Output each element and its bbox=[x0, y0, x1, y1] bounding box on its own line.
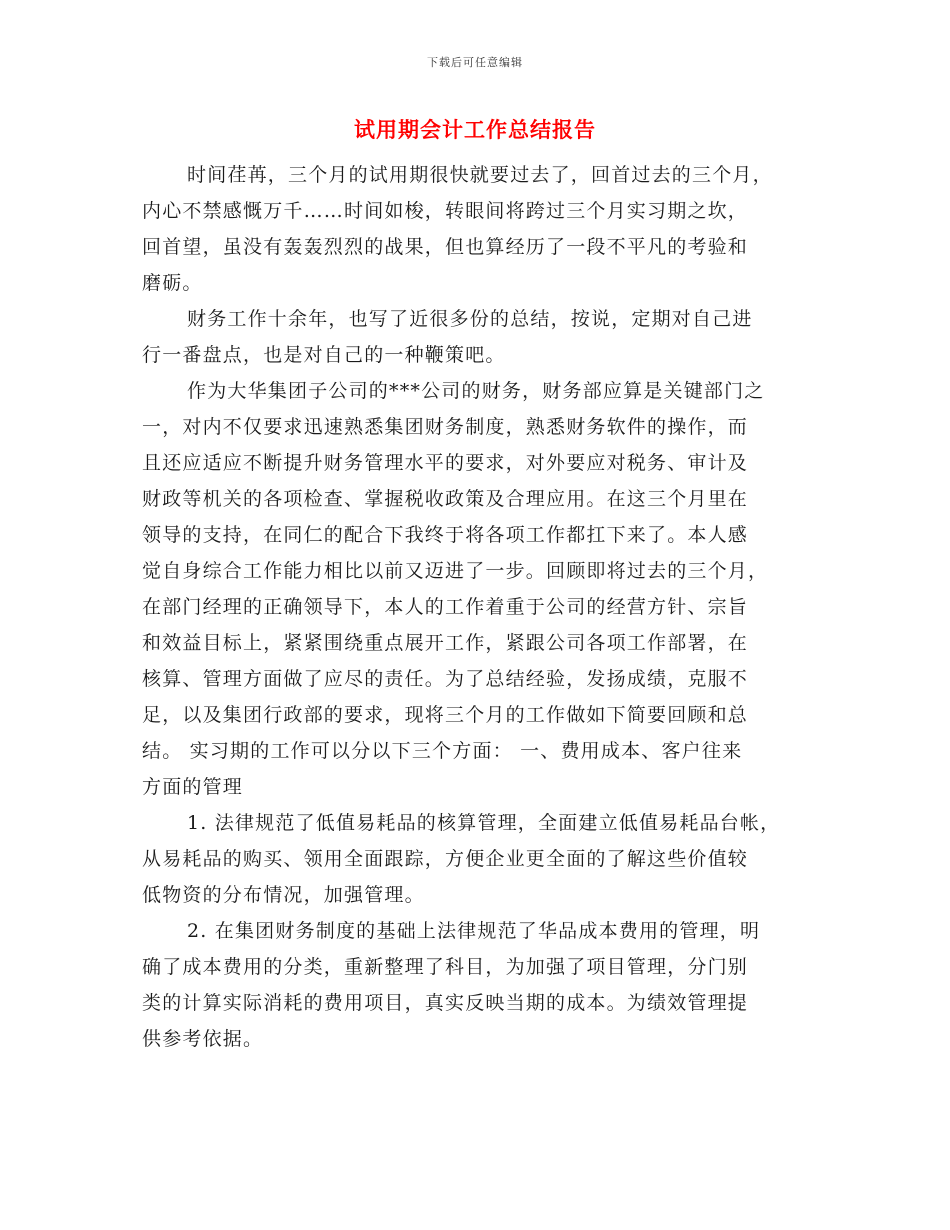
body-line: 回首望，虽没有轰轰烈烈的战果，但也算经历了一段不平凡的考验和 bbox=[142, 236, 749, 258]
body-line: 从易耗品的购买、领用全面跟踪，方便企业更全面的了解这些价值较 bbox=[142, 848, 749, 870]
body-line: 确了成本费用的分类，重新整理了科目，为加强了项目管理，分门别 bbox=[142, 956, 749, 978]
body-line: 且还应适应不断提升财务管理水平的要求，对外要应对税务、审计及 bbox=[142, 452, 749, 474]
body-line: 行一番盘点，也是对自己的一种鞭策吧。 bbox=[142, 344, 506, 366]
body-line: 领导的支持，在同仁的配合下我终于将各项工作都扛下来了。本人感 bbox=[142, 524, 749, 546]
document-title: 试用期会计工作总结报告 bbox=[354, 118, 596, 142]
body-line: 1. 法律规范了低值易耗品的核算管理，全面建立低值易耗品台帐， bbox=[187, 812, 781, 834]
body-line: 磨砺。 bbox=[142, 272, 203, 294]
body-line: 核算、管理方面做了应尽的责任。为了总结经验，发扬成绩，克服不 bbox=[142, 668, 749, 690]
body-line: 方面的管理 bbox=[142, 776, 244, 798]
body-line: 作为大华集团子公司的***公司的财务，财务部应算是关键部门之 bbox=[187, 380, 765, 402]
body-line: 在部门经理的正确领导下，本人的工作着重于公司的经营方针、宗旨 bbox=[142, 596, 749, 618]
download-editable-note: 下载后可任意编辑 bbox=[427, 56, 523, 69]
document-body bbox=[142, 157, 810, 1057]
body-line: 类的计算实际消耗的费用项目，真实反映当期的成本。为绩效管理提 bbox=[142, 992, 749, 1014]
body-line: 时间荏苒，三个月的试用期很快就要过去了，回首过去的三个月， bbox=[187, 164, 773, 186]
body-line: 和效益目标上，紧紧围绕重点展开工作，紧跟公司各项工作部署，在 bbox=[142, 632, 749, 654]
body-line: 财政等机关的各项检查、掌握税收政策及合理应用。在这三个月里在 bbox=[142, 488, 749, 510]
body-line: 一，对内不仅要求迅速熟悉集团财务制度，熟悉财务软件的操作，而 bbox=[142, 416, 749, 438]
body-line: 内心不禁感慨万千……时间如梭，转眼间将跨过三个月实习期之坎， bbox=[142, 200, 749, 222]
body-line: 结。 实习期的工作可以分以下三个方面： 一、费用成本、客户往来 bbox=[142, 740, 743, 762]
body-line: 足，以及集团行政部的要求，现将三个月的工作做如下简要回顾和总 bbox=[142, 704, 749, 726]
body-line: 低物资的分布情况，加强管理。 bbox=[142, 884, 425, 906]
body-line: 财务工作十余年，也写了近很多份的总结，按说，定期对自己进 bbox=[187, 308, 753, 330]
body-line: 供参考依据。 bbox=[142, 1028, 264, 1050]
body-line: 2. 在集团财务制度的基础上法律规范了华品成本费用的管理，明 bbox=[187, 920, 761, 942]
body-line: 觉自身综合工作能力相比以前又迈进了一步。回顾即将过去的三个月， bbox=[142, 560, 769, 582]
